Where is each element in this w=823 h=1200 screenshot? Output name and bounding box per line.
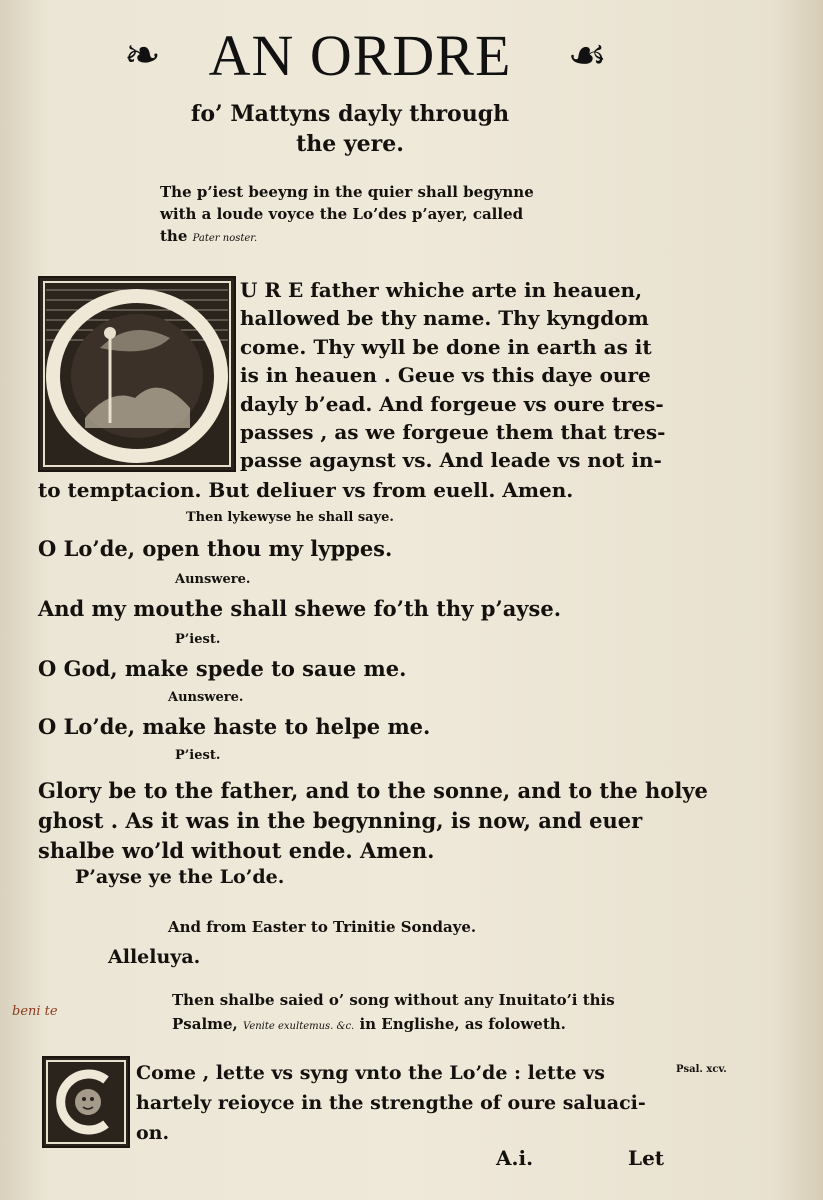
gloria-line-2: ghost . As it was in the begynning, is now, and euer: [38, 808, 643, 833]
gloria-line-3: shalbe wo’ld without ende. Amen.: [38, 838, 435, 863]
versicle-1: O Lo’de, open thou my lyppes.: [38, 536, 393, 561]
prayer-line-4: is in heauen . Geue vs this daye oure: [240, 363, 651, 387]
prayer-line-7: passe agaynst vs. And leade vs not in-: [240, 448, 662, 472]
response-1: And my mouthe shall shewe fo’th thy p’ayse.: [38, 596, 562, 621]
prayer-line-3: come. Thy wyll be done in earth as it: [240, 335, 652, 359]
fleuron-right-icon: ☙: [567, 31, 608, 80]
response-2: O Lo’de, make haste to helpe me.: [38, 714, 431, 739]
prayer-line-5: dayly b’ead. And forgeue vs oure tres-: [240, 392, 664, 416]
prayer-line-6: passes , as we forgeue them that tres-: [240, 420, 666, 444]
rubric-line-2: with a loude voyce the Lo’des p’ayer, called: [160, 205, 524, 223]
response-label-1: Aunswere.: [175, 572, 251, 587]
woodcut-initial-o: [38, 276, 236, 472]
prayer-line-1: U R E father whiche arte in heauen,: [240, 278, 643, 302]
title-text: AN ORDRE: [208, 23, 512, 88]
rubric-line-1: The p’iest beeyng in the quier shall begynne: [160, 183, 534, 201]
rubric2-psalme: Psalme,: [172, 1015, 238, 1033]
priest-label-2: P’iest.: [175, 748, 221, 763]
alleluya: Alleluya.: [108, 946, 201, 968]
rubric2-line-2: [172, 1014, 566, 1037]
subtitle-line-1: fo’ Mattyns dayly through: [190, 101, 510, 127]
praise-line: P’ayse ye the Lo’de.: [75, 866, 285, 888]
venite-line-1: Come , lette vs syng vnto the Lo’de : lette vs: [136, 1062, 605, 1084]
versicle-2: O God, make spede to saue me.: [38, 656, 407, 681]
rubric2-latin: Venite exultemus. &c.: [243, 1021, 355, 1032]
gloria-line-1: Glory be to the father, and to the sonne, and to the holye: [38, 778, 708, 803]
venite-line-2: hartely reioyce in the strengthe of oure saluaci-: [136, 1092, 646, 1114]
manuscript-marginal-note: beni te: [12, 1004, 58, 1019]
fleuron-left-icon: ❧: [124, 31, 162, 80]
prayer-line-8: to temptacion. But deliuer vs from euell. Amen.: [38, 478, 574, 502]
rubric2-english: in Englishe, as foloweth.: [359, 1015, 566, 1033]
rubric-latin-title: Pater noster.: [192, 233, 258, 244]
response-label-2: Aunswere.: [168, 690, 244, 705]
rubric2-line-1: Then shalbe saied o’ song without any Inuitato’i this: [172, 991, 615, 1009]
rubric-line-3: [160, 226, 257, 249]
woodcut-initial-c: [42, 1056, 130, 1148]
woodcut-initial-c-icon: [44, 1058, 128, 1146]
then-say-rubric: Then lykewyse he shall saye.: [186, 510, 394, 525]
priest-label-1: P’iest.: [175, 632, 221, 647]
woodcut-initial-o-icon: [40, 278, 234, 470]
easter-rubric: And from Easter to Trinitie Sondaye.: [168, 918, 477, 936]
rubric-line-3-text: the: [160, 227, 188, 245]
venite-line-3: on.: [136, 1122, 170, 1144]
prayer-line-2: hallowed be thy name. Thy kyngdom: [240, 306, 649, 330]
subtitle-line-2: the yere.: [296, 131, 404, 157]
page-title: [124, 22, 608, 89]
catchword: Let: [628, 1146, 665, 1170]
signature-mark: A.i.: [496, 1146, 534, 1170]
marginal-reference: Psal. xcv.: [676, 1064, 727, 1075]
